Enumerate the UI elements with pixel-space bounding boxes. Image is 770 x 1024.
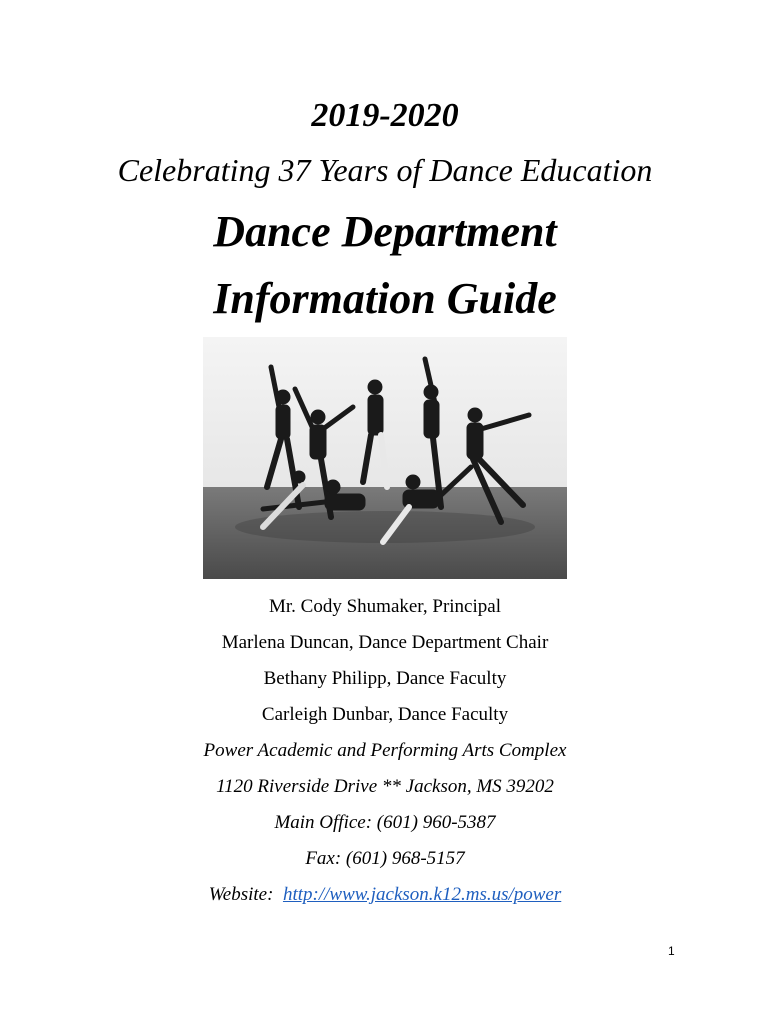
principal-line: Mr. Cody Shumaker, Principal	[269, 596, 501, 617]
school-name: Power Academic and Performing Arts Complex	[203, 740, 567, 761]
school-year: 2019-2020	[311, 97, 459, 134]
dancers-photo	[203, 337, 567, 579]
title-line-2: Information Guide	[213, 274, 557, 323]
tagline: Celebrating 37 Years of Dance Education	[117, 152, 653, 188]
chair-line: Marlena Duncan, Dance Department Chair	[221, 632, 549, 653]
main-office-phone: Main Office: (601) 960-5387	[274, 812, 496, 833]
faculty-line-2: Carleigh Dunbar, Dance Faculty	[261, 704, 509, 725]
page-number: 1	[668, 944, 675, 958]
faculty-line-1: Bethany Philipp, Dance Faculty	[263, 668, 507, 689]
dancers-photo-illustration	[203, 337, 567, 579]
fax-number: Fax: (601) 968-5157	[305, 848, 465, 869]
school-address: 1120 Riverside Drive ** Jackson, MS 39202	[216, 776, 554, 797]
website-line	[0, 883, 770, 907]
title-line-1: Dance Department	[213, 207, 557, 256]
website-label: Website:	[208, 884, 279, 905]
website-link[interactable]: http://www.jackson.k12.ms.us/power	[282, 884, 562, 905]
